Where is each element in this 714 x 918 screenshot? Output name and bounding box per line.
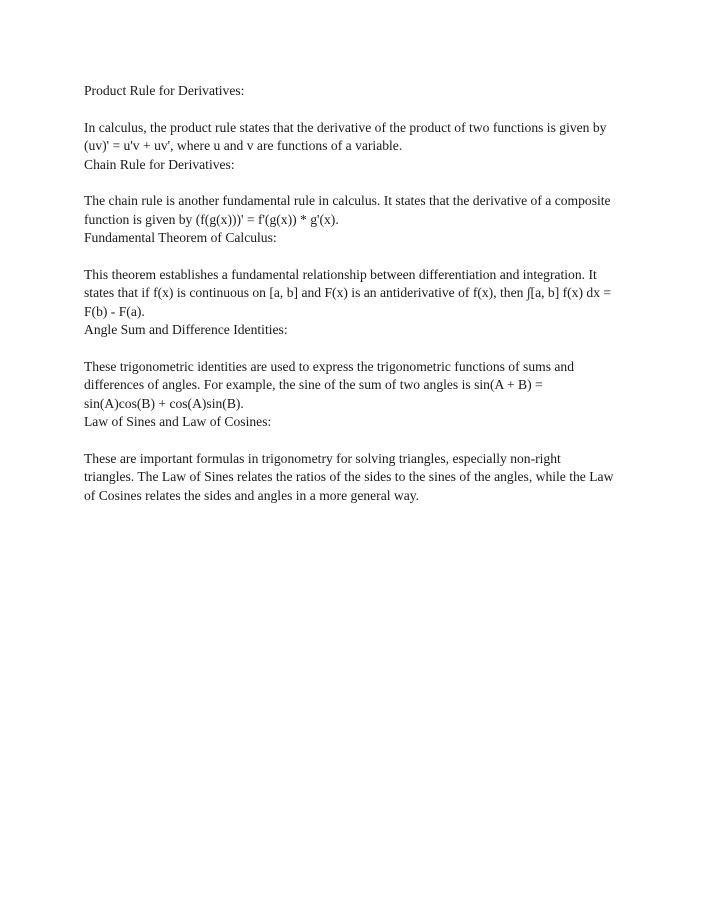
section-heading: Angle Sum and Difference Identities: (84, 322, 288, 338)
body-line: differences of angles. For example, the sine of the sum of two angles is sin(A + B) = (84, 377, 543, 393)
body-line: F(b) - F(a). (84, 303, 145, 319)
paragraph-gap (84, 248, 636, 266)
section-heading: Law of Sines and Law of Cosines: (84, 414, 272, 430)
paragraph-gap (84, 100, 636, 118)
body-line: (uv)' = u'v + uv', where u and v are functions of a variable. (84, 138, 403, 154)
paragraph-gap (84, 432, 636, 450)
section-fundamental-theorem (84, 229, 636, 321)
paragraph-gap (84, 340, 636, 358)
document-page (84, 82, 636, 505)
body-line: The chain rule is another fundamental rule in calculus. It states that the derivative of a composite (84, 193, 611, 209)
body-line: sin(A)cos(B) + cos(A)sin(B). (84, 395, 244, 411)
body-line: This theorem establishes a fundamental relationship between differentiation and integration. It (84, 267, 597, 283)
body-line: states that if f(x) is continuous on [a, b] and F(x) is an antiderivative of f(x), then ∫[a, b] f(x) dx = (84, 285, 612, 301)
body-line: These are important formulas in trigonometry for solving triangles, especially non-right (84, 451, 561, 467)
section-chain-rule (84, 156, 636, 230)
paragraph-gap (84, 174, 636, 192)
section-law-of-sines-cosines (84, 413, 636, 505)
section-product-rule (84, 82, 636, 156)
body-line: triangles. The Law of Sines relates the ratios of the sides to the sines of the angles, while the Law (84, 469, 614, 485)
section-heading: Fundamental Theorem of Calculus: (84, 230, 277, 246)
section-heading: Chain Rule for Derivatives: (84, 156, 235, 172)
section-heading: Product Rule for Derivatives: (84, 83, 245, 98)
body-line: These trigonometric identities are used to express the trigonometric functions of sums and (84, 359, 575, 375)
body-line: function is given by (f(g(x)))' = f'(g(x)) * g'(x). (84, 211, 339, 227)
section-angle-identities (84, 321, 636, 413)
body-line: of Cosines relates the sides and angles in a more general way. (84, 487, 420, 503)
body-line: In calculus, the product rule states that the derivative of the product of two functions is given by (84, 119, 607, 135)
